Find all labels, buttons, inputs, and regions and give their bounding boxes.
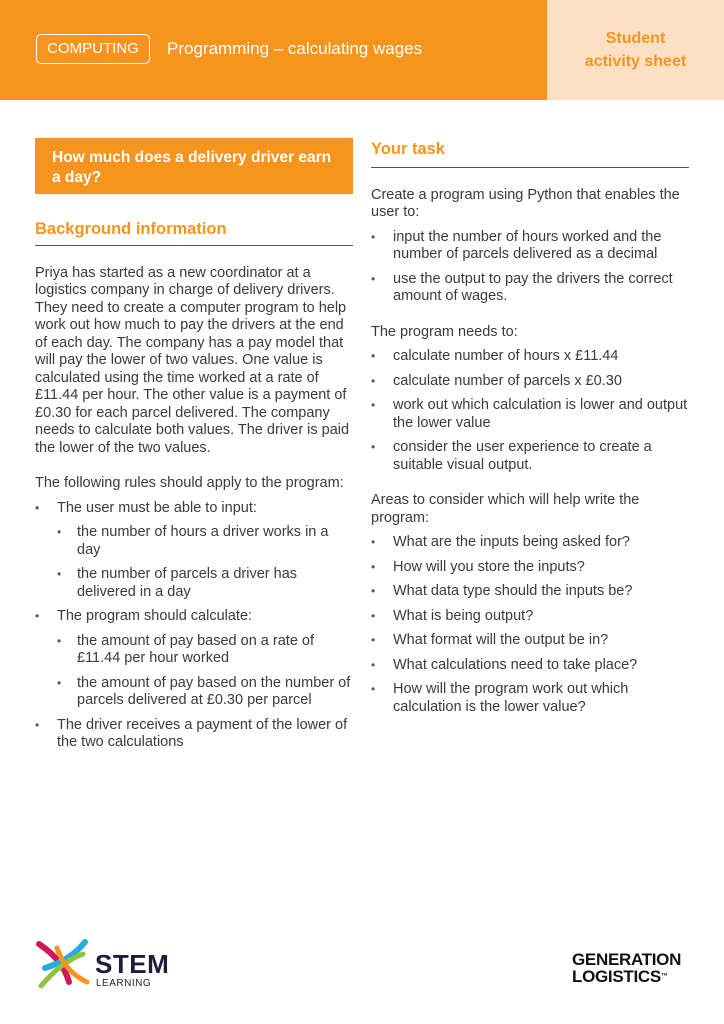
- sub-list: [57, 633, 353, 710]
- areas-list: [371, 534, 689, 716]
- header-banner: [0, 0, 547, 100]
- subject-badge: COMPUTING: [36, 34, 150, 64]
- stem-subtitle: LEARNING: [96, 978, 152, 989]
- sheet-type-label: [547, 0, 724, 100]
- list-item: • What is being output?: [371, 608, 689, 626]
- list-item: • the number of hours a driver works in a day: [57, 524, 353, 559]
- list-item: [35, 608, 353, 710]
- list-item: • The driver receives a payment of the lower of the two calculations: [35, 717, 353, 752]
- stem-wordmark: STEM: [95, 949, 170, 979]
- list-item: • input the number of hours worked and the number of parcels delivered as a decimal: [371, 229, 689, 264]
- gl-line1: GENERATION: [572, 950, 682, 969]
- gl-line2: [572, 968, 681, 985]
- sheet-type-line2: activity sheet: [584, 53, 687, 70]
- list-item: • work out which calculation is lower and output the lower value: [371, 397, 689, 432]
- list-item: • the number of parcels a driver has delivered in a day: [57, 566, 353, 601]
- user-list: [371, 229, 689, 306]
- generation-logistics-logo: [572, 951, 681, 985]
- list-item: • How will you store the inputs?: [371, 559, 689, 577]
- needs-intro: The program needs to:: [371, 323, 518, 340]
- page-title: Programming – calculating wages: [167, 39, 423, 58]
- sheet-type-line1: Student: [605, 30, 666, 47]
- rule-text: The user must be able to input:: [57, 499, 257, 516]
- rules-intro: The following rules should apply to the program:: [35, 475, 344, 491]
- list-item: • What calculations need to take place?: [371, 657, 689, 675]
- list-item: • calculate number of hours x £11.44: [371, 348, 689, 366]
- list-item: • consider the user experience to create a suitable visual output.: [371, 439, 689, 474]
- sub-list: [57, 524, 353, 601]
- list-item: [35, 500, 353, 602]
- list-item: • What format will the output be in?: [371, 632, 689, 650]
- list-item: • What are the inputs being asked for?: [371, 534, 689, 552]
- left-column: [35, 138, 353, 752]
- gl-line2-text: LOGISTICS: [572, 967, 661, 986]
- list-item: • the amount of pay based on the number of parcels delivered at £0.30 per parcel: [57, 675, 353, 710]
- right-column: [371, 138, 689, 716]
- list-item: • the amount of pay based on a rate of £11.44 per hour worked: [57, 633, 353, 668]
- list-item: • What data type should the inputs be?: [371, 583, 689, 601]
- rules-list: [35, 500, 353, 752]
- rule-text: The program should calculate:: [57, 608, 253, 624]
- gl-trademark: ™: [660, 973, 668, 980]
- list-item: • How will the program work out which calculation is the lower value?: [371, 681, 689, 716]
- question-box: How much does a delivery driver earn a day?: [35, 138, 353, 194]
- background-paragraph: Priya has started as a new coordinator at a logistics company in charge of delivery drivers. They need to create a computer program to help work out how much to pay the drivers at the end of each day. The company has a pay model that will pay the lower of two values. One value is calculated using the time worked at a rate of £11.44 per hour. The other value is a payment of £0.30 for each parcel delivered. The company needs to calculate both values. The driver is paid the lower of the two values.: [35, 264, 350, 456]
- task-heading: Your task: [371, 138, 689, 168]
- needs-list: [371, 348, 689, 474]
- task-intro: Create a program using Python that enables the user to:: [371, 186, 680, 220]
- list-item: • calculate number of parcels x £0.30: [371, 373, 689, 391]
- areas-intro: Areas to consider which will help write the program:: [371, 492, 640, 526]
- background-heading: Background information: [35, 221, 353, 246]
- list-item: • use the output to pay the drivers the correct amount of wages.: [371, 271, 689, 306]
